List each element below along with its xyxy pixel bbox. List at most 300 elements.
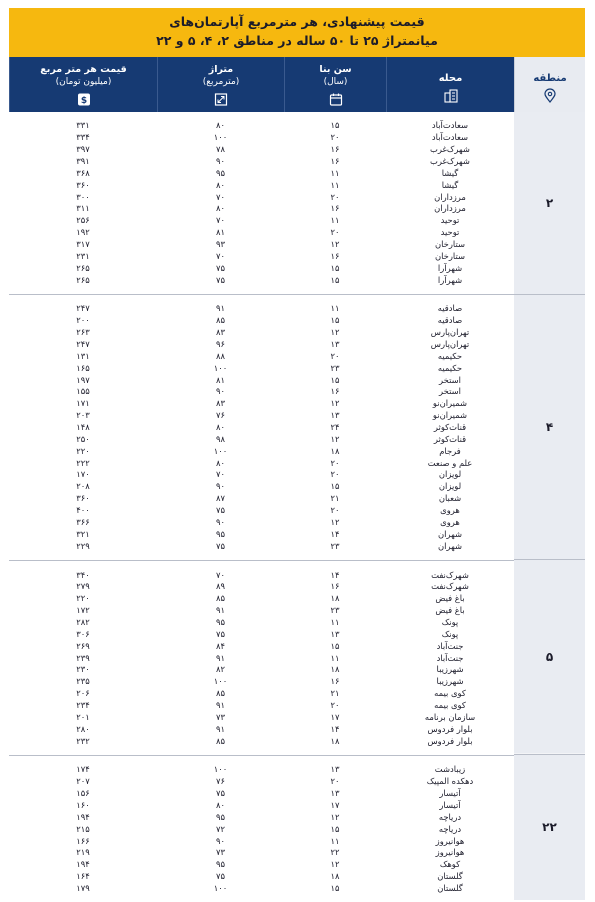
header-age: سن بنا (سال): [284, 57, 386, 112]
price-cell: ۳۹۱: [76, 156, 90, 166]
area-cell: ۷۰: [216, 215, 225, 226]
age-cell: ۲۰: [330, 776, 340, 787]
area-cell: ۸۰: [216, 457, 225, 468]
area-cell: ۹۰: [216, 156, 225, 166]
age-cell: ۱۱: [330, 215, 340, 226]
neighborhood-cell: جنت‌آباد: [436, 640, 464, 651]
age-cell: ۱۳: [330, 410, 340, 421]
age-cell: ۱۲: [330, 239, 340, 250]
neighborhood-cell: سازمان برنامه: [424, 711, 476, 722]
neighborhood-cell: باغ فیض: [435, 605, 465, 616]
area-cell: ۷۰: [216, 569, 225, 580]
age-cell: ۱۵: [330, 274, 340, 285]
dollar-coin-icon: [77, 93, 90, 109]
area-cell: ۷۳: [216, 847, 225, 858]
price-table-card: [9, 8, 585, 893]
price-cell: ۲۲۹: [76, 540, 90, 551]
age-cell: ۲۰: [330, 457, 340, 468]
age-cell: ۱۴: [330, 569, 340, 580]
table-row: [9, 144, 514, 156]
title-banner: [9, 8, 585, 57]
price-table: [9, 112, 514, 902]
area-cell: ۸۱: [216, 227, 225, 238]
price-cell: ۱۷۴: [76, 764, 90, 775]
table-row: [9, 811, 514, 823]
neighborhood-cell: علم و صنعت: [427, 457, 473, 468]
table-row: [9, 859, 514, 871]
svg-text:$: $: [80, 96, 87, 106]
price-cell: ۲۱۹: [76, 847, 90, 858]
header-neighborhood: محله: [386, 57, 514, 112]
neighborhood-cell: فرجام: [439, 445, 461, 456]
buildings-icon: [444, 89, 458, 106]
area-cell: ۸۱: [216, 374, 225, 385]
price-cell: ۱۶۴: [76, 871, 90, 882]
area-cell: ۹۵: [216, 859, 225, 870]
price-cell: ۲۳۴: [76, 699, 90, 710]
area-cell: ۹۱: [216, 723, 225, 734]
age-cell: ۱۶: [330, 156, 340, 166]
area-cell: ۹۰: [216, 516, 225, 527]
area-cell: ۷۳: [216, 711, 225, 722]
age-cell: ۲۳: [330, 362, 340, 373]
area-cell: ۷۲: [216, 823, 225, 834]
table-row: [9, 303, 514, 315]
neighborhood-cell: توحید: [440, 215, 460, 226]
table-row: [9, 605, 514, 617]
area-cell: ۹۱: [216, 605, 225, 616]
age-cell: ۱۳: [330, 788, 340, 799]
age-cell: ۱۲: [330, 433, 340, 444]
table-row: [9, 227, 514, 239]
age-cell: ۱۲: [330, 811, 340, 822]
neighborhood-cell: هروی: [440, 505, 460, 516]
price-cell: ۲۳۲: [76, 735, 90, 746]
neighborhood-cell: استخر: [439, 386, 461, 397]
area-cell: ۸۹: [216, 581, 225, 592]
area-cell: ۸۳: [216, 327, 225, 338]
price-cell: ۴۰۰: [76, 505, 90, 516]
table-row: [9, 374, 514, 386]
price-cell: ۱۹۲: [76, 227, 90, 238]
table-row: [9, 835, 514, 847]
age-cell: ۱۴: [330, 528, 340, 539]
table-row: [9, 362, 514, 374]
price-cell: ۱۵۶: [76, 788, 90, 799]
age-cell: ۱۵: [330, 882, 340, 893]
area-cell: ۸۴: [216, 640, 225, 651]
age-cell: ۱۴: [330, 723, 340, 734]
neighborhood-cell: شهرزیبا: [436, 676, 464, 687]
price-cell: ۳۶۰: [76, 179, 90, 190]
calendar-icon: [329, 93, 342, 109]
age-cell: ۱۱: [330, 303, 340, 314]
age-cell: ۲۱: [330, 493, 340, 504]
age-cell: ۱۳: [330, 628, 340, 639]
region-label: ۵: [514, 559, 585, 753]
area-cell: ۸۸: [216, 350, 225, 361]
age-cell: ۱۵: [330, 262, 340, 273]
area-cell: ۱۰۰: [213, 676, 228, 687]
age-cell: ۱۸: [330, 664, 340, 675]
price-cell: ۱۷۱: [76, 398, 90, 409]
age-cell: ۱۲: [330, 327, 340, 338]
price-cell: ۱۹۴: [76, 859, 90, 870]
price-cell: ۲۶۳: [76, 327, 90, 338]
neighborhood-cell: شهرک‌غرب: [430, 156, 470, 166]
group-top-spacer: [9, 755, 514, 764]
age-cell: ۱۸: [330, 445, 340, 456]
area-cell: ۱۰۰: [213, 764, 228, 775]
price-cell: ۲۳۱: [76, 250, 90, 261]
table-row: [9, 700, 514, 712]
table-row: [9, 120, 514, 132]
table-row: [9, 239, 514, 251]
table-row: [9, 398, 514, 410]
neighborhood-cell: ستارخان: [434, 239, 466, 250]
area-cell: ۷۵: [216, 871, 225, 882]
age-cell: ۱۱: [330, 835, 340, 846]
neighborhood-cell: گیشا: [441, 179, 459, 190]
neighborhood-cell: شهرآرا: [437, 274, 463, 285]
table-row: [9, 203, 514, 215]
neighborhood-cell: قنات‌کوثر: [433, 422, 467, 433]
price-cell: ۲۶۹: [76, 640, 90, 651]
table-row: [9, 800, 514, 812]
price-cell: ۲۰۳: [76, 410, 90, 421]
age-cell: ۱۵: [330, 481, 340, 492]
price-cell: ۳۶۰: [76, 493, 90, 504]
area-cell: ۷۶: [216, 776, 225, 787]
neighborhood-cell: بلوار فردوس: [427, 735, 473, 746]
area-cell: ۷۵: [216, 788, 225, 799]
age-cell: ۱۳: [330, 339, 340, 350]
age-cell: ۱۲: [330, 398, 340, 409]
table-row: [9, 350, 514, 362]
neighborhood-cell: باغ فیض: [435, 593, 465, 604]
region-label: ۲۲: [514, 754, 585, 901]
price-cell: ۱۹۴: [76, 811, 90, 822]
age-cell: ۲۰: [330, 699, 340, 710]
table-row: [9, 422, 514, 434]
price-cell: ۲۴۷: [76, 303, 90, 314]
area-cell: ۸۰: [216, 203, 225, 214]
area-cell: ۷۶: [216, 410, 225, 421]
neighborhood-cell: کوی بیمه: [434, 699, 466, 710]
group-top-spacer: [9, 561, 514, 570]
age-cell: ۲۳: [330, 540, 340, 551]
age-cell: ۱۵: [330, 823, 340, 834]
table-row: [9, 469, 514, 481]
price-cell: ۱۶۵: [76, 362, 90, 373]
area-cell: ۹۱: [216, 303, 225, 314]
location-pin-icon: [544, 89, 556, 106]
neighborhood-cell: لویزان: [438, 481, 462, 492]
price-cell: ۱۷۲: [76, 605, 90, 616]
table-row: [9, 493, 514, 505]
area-cell: ۷۰: [216, 250, 225, 261]
table-row: [9, 410, 514, 422]
table-row: [9, 445, 514, 457]
table-row: [9, 156, 514, 168]
table-row: [9, 505, 514, 517]
age-cell: ۱۵: [330, 315, 340, 326]
neighborhood-cell: صادقیه: [437, 315, 463, 326]
area-cell: ۱۰۰: [213, 882, 228, 893]
table-row: [9, 723, 514, 735]
table-row: [9, 191, 514, 203]
region-column: [514, 112, 585, 884]
price-cell: ۲۲۲: [76, 457, 90, 468]
area-cell: ۸۵: [216, 688, 225, 699]
area-cell: ۸۲: [216, 664, 225, 675]
table-row: [9, 433, 514, 445]
table-row: [9, 215, 514, 227]
group-top-spacer: [9, 295, 514, 304]
region-label: ۲: [514, 112, 585, 294]
area-cell: ۷۵: [216, 262, 225, 273]
neighborhood-cell: شمیران‌نو: [432, 398, 468, 409]
area-cell: ۹۱: [216, 699, 225, 710]
area-cell: ۹۵: [216, 616, 225, 627]
table-row: [9, 581, 514, 593]
age-cell: ۲۰: [330, 132, 340, 143]
price-cell: ۳۴۰: [76, 569, 90, 580]
area-cell: ۷۵: [216, 274, 225, 285]
neighborhood-cell: شهرک‌غرب: [430, 144, 470, 155]
table-row: [9, 327, 514, 339]
neighborhood-cell: گلستان: [437, 882, 463, 893]
neighborhood-cell: تهران‌پارس: [430, 339, 470, 350]
table-row: [9, 540, 514, 552]
age-cell: ۱۲: [330, 859, 340, 870]
age-cell: ۲۲: [330, 847, 340, 858]
price-cell: ۳۱۷: [76, 239, 90, 250]
age-cell: ۱۵: [330, 120, 340, 131]
neighborhood-cell: هوانیروز: [435, 835, 465, 846]
age-cell: ۲۱: [330, 688, 340, 699]
age-cell: ۱۱: [330, 652, 340, 663]
age-cell: ۲۰: [330, 191, 340, 202]
price-cell: ۳۶۶: [76, 516, 90, 527]
area-cell: ۷۰: [216, 469, 225, 480]
neighborhood-cell: آتیسار: [439, 799, 461, 810]
age-cell: ۲۰: [330, 505, 340, 516]
age-cell: ۱۸: [330, 871, 340, 882]
price-cell: ۲۸۲: [76, 616, 90, 627]
area-cell: ۱۰۰: [213, 362, 228, 373]
neighborhood-cell: پونک: [441, 616, 459, 627]
region-label: ۴: [514, 294, 585, 559]
age-cell: ۱۸: [330, 735, 340, 746]
area-cell: ۹۵: [216, 167, 225, 178]
price-cell: ۱۴۸: [76, 422, 90, 433]
table-row: [9, 652, 514, 664]
neighborhood-cell: شهرک‌نفت: [431, 581, 469, 592]
neighborhood-cell: توحید: [440, 227, 460, 238]
table-row: [9, 628, 514, 640]
area-cell: ۷۰: [216, 191, 225, 202]
table-row: [9, 788, 514, 800]
neighborhood-cell: صادقیه: [437, 303, 463, 314]
neighborhood-cell: هروی: [440, 516, 460, 527]
neighborhood-cell: کوی بیمه: [434, 688, 466, 699]
age-cell: ۱۲: [330, 516, 340, 527]
price-cell: ۳۳۱: [76, 120, 90, 131]
price-cell: ۲۵۶: [76, 215, 90, 226]
price-cell: ۲۰۸: [76, 481, 90, 492]
neighborhood-cell: کوهک: [439, 859, 461, 870]
price-cell: ۲۳۹: [76, 652, 90, 663]
age-cell: ۱۶: [330, 386, 340, 397]
age-cell: ۱۱: [330, 179, 340, 190]
age-cell: ۱۳: [330, 764, 340, 775]
table-row: [9, 250, 514, 262]
area-cell: ۷۵: [216, 540, 225, 551]
area-cell: ۹۵: [216, 528, 225, 539]
price-cell: ۲۷۹: [76, 581, 90, 592]
price-cell: ۱۶۰: [76, 799, 90, 810]
table-row: [9, 664, 514, 676]
area-cell: ۹۸: [216, 433, 225, 444]
page-subtitle: میانمتراژ ۲۵ تا ۵۰ ساله در مناطق ۲، ۴، ۵ و ۲۲: [156, 33, 438, 48]
price-cell: ۲۰۰: [76, 315, 90, 326]
age-cell: ۱۶: [330, 250, 340, 261]
price-cell: ۳۰۰: [76, 191, 90, 202]
table-row: [9, 776, 514, 788]
area-cell: ۷۵: [216, 628, 225, 639]
table-row: [9, 528, 514, 540]
price-cell: ۱۶۶: [76, 835, 90, 846]
table-row: [9, 262, 514, 274]
neighborhood-cell: دریاچه: [438, 811, 462, 822]
area-cell: ۸۵: [216, 315, 225, 326]
price-cell: ۲۱۵: [76, 823, 90, 834]
table-row: [9, 688, 514, 700]
table-row: [9, 593, 514, 605]
area-cell: ۸۵: [216, 593, 225, 604]
table-row: [9, 386, 514, 398]
area-cell: ۹۳: [216, 239, 225, 250]
table-row: [9, 569, 514, 581]
group-top-spacer: [9, 112, 514, 120]
neighborhood-cell: شهران: [438, 540, 462, 551]
resize-icon: [215, 93, 228, 109]
group-bottom-spacer: [9, 286, 514, 295]
header-area: متراژ (مترمربع): [157, 57, 284, 112]
age-cell: ۲۰: [330, 469, 340, 480]
price-cell: ۳۲۱: [76, 528, 90, 539]
neighborhood-cell: دهکده المپیک: [426, 776, 474, 787]
neighborhood-cell: سعادت‌آباد: [431, 120, 469, 131]
price-cell: ۱۳۱: [76, 350, 90, 361]
table-row: [9, 132, 514, 144]
age-cell: ۲۰: [330, 227, 340, 238]
price-cell: ۲۵۰: [76, 433, 90, 444]
age-cell: ۲۰: [330, 350, 340, 361]
table-row: [9, 764, 514, 776]
table-row: [9, 871, 514, 883]
area-cell: ۷۸: [216, 144, 225, 155]
price-cell: ۳۶۸: [76, 167, 90, 178]
price-cell: ۲۴۷: [76, 339, 90, 350]
price-cell: ۳۰۶: [76, 628, 90, 639]
area-cell: ۹۰: [216, 386, 225, 397]
price-cell: ۲۳۰: [76, 664, 90, 675]
neighborhood-cell: زیبادشت: [434, 764, 466, 775]
table-row: [9, 167, 514, 179]
age-cell: ۱۷: [330, 711, 340, 722]
price-cell: ۲۲۰: [76, 593, 90, 604]
area-cell: ۸۰: [216, 120, 225, 131]
price-cell: ۳۱۱: [76, 203, 90, 214]
age-cell: ۲۴: [330, 422, 340, 433]
neighborhood-cell: گیشا: [441, 167, 459, 178]
neighborhood-cell: پونک: [441, 628, 459, 639]
group-bottom-spacer: [9, 747, 514, 756]
table-row: [9, 847, 514, 859]
age-cell: ۱۶: [330, 581, 340, 592]
neighborhood-cell: مرزداران: [434, 191, 466, 202]
neighborhood-cell: استخر: [439, 374, 461, 385]
area-cell: ۸۳: [216, 398, 225, 409]
age-cell: ۱۱: [330, 167, 340, 178]
area-cell: ۹۵: [216, 811, 225, 822]
area-cell: ۹۰: [216, 481, 225, 492]
table-row: [9, 617, 514, 629]
table-row: [9, 640, 514, 652]
neighborhood-cell: حکیمیه: [437, 350, 463, 361]
neighborhood-cell: شعبان: [438, 493, 462, 504]
area-cell: ۱۰۰: [213, 445, 228, 456]
table-row: [9, 883, 514, 895]
price-cell: ۳۳۴: [76, 132, 90, 143]
price-cell: ۲۰۱: [76, 711, 90, 722]
table-row: [9, 823, 514, 835]
neighborhood-cell: دریاچه: [438, 823, 462, 834]
table-row: [9, 179, 514, 191]
age-cell: ۱۶: [330, 203, 340, 214]
header-region: منطقه: [514, 57, 585, 112]
age-cell: ۱۶: [330, 676, 340, 687]
table-row: [9, 315, 514, 327]
neighborhood-cell: بلوار فردوس: [427, 723, 473, 734]
area-cell: ۹۶: [216, 339, 225, 350]
table-row: [9, 735, 514, 747]
price-cell: ۲۰۷: [76, 776, 90, 787]
price-cell: ۲۳۵: [76, 676, 90, 687]
neighborhood-cell: گلستان: [437, 871, 463, 882]
price-cell: ۲۲۰: [76, 445, 90, 456]
area-cell: ۸۷: [216, 493, 225, 504]
age-cell: ۱۷: [330, 799, 340, 810]
price-cell: ۲۸۰: [76, 723, 90, 734]
price-cell: ۱۷۰: [76, 469, 90, 480]
neighborhood-cell: آتیسار: [439, 788, 461, 799]
age-cell: ۱۱: [330, 616, 340, 627]
neighborhood-cell: سعادت‌آباد: [431, 132, 469, 143]
neighborhood-cell: لویزان: [438, 469, 462, 480]
area-cell: ۷۵: [216, 505, 225, 516]
area-cell: ۸۰: [216, 799, 225, 810]
page-title: قیمت پیشنهادی، هر مترمربع آپارتمان‌های: [169, 14, 425, 29]
price-cell: ۳۹۷: [76, 144, 90, 155]
area-cell: ۸۰: [216, 422, 225, 433]
area-cell: ۹۰: [216, 835, 225, 846]
price-cell: ۲۶۵: [76, 274, 90, 285]
neighborhood-cell: تهران‌پارس: [430, 327, 470, 338]
neighborhood-cell: هوانیروز: [435, 847, 465, 858]
